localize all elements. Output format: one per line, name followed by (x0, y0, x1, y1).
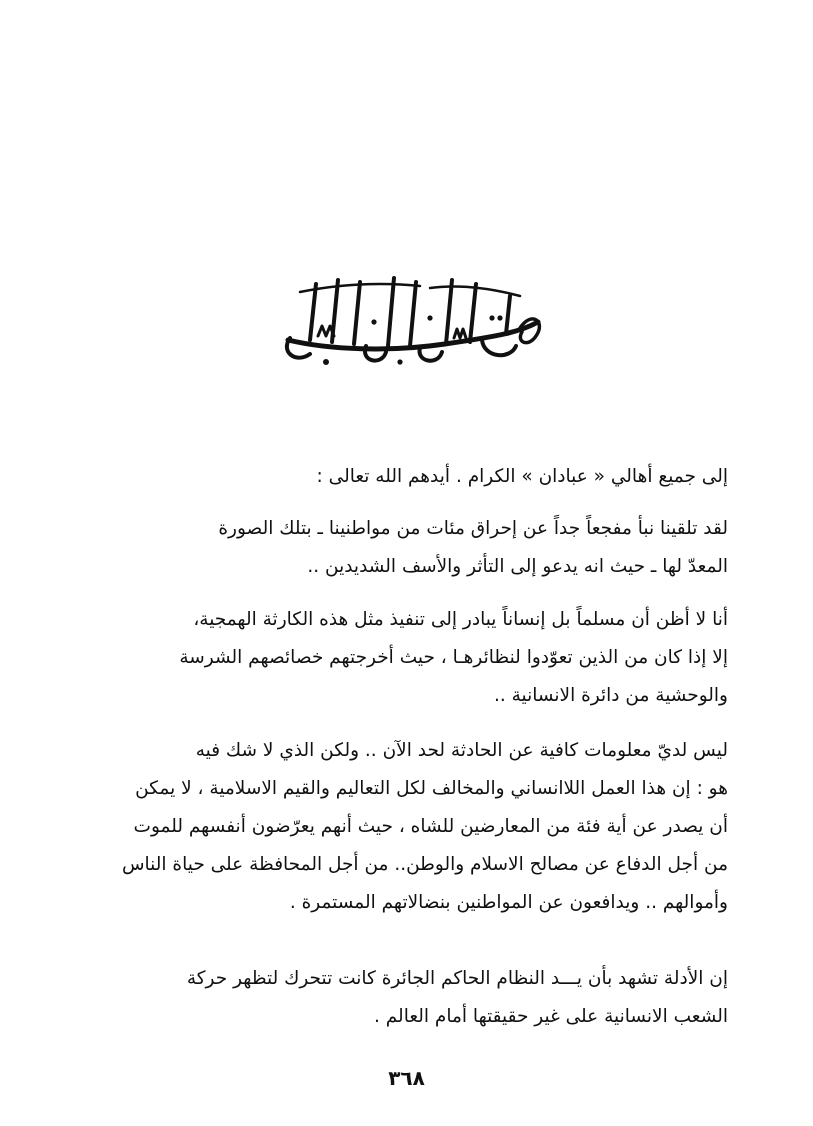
basmala-calligraphy-icon (270, 262, 550, 372)
paragraph-line: وأموالهم .. ويدافعون عن المواطنين بنضالاتهم المستمرة . (289, 892, 728, 913)
paragraph-line: إن الأدلة تشهد بأن يـــد النظام الحاكم الجائرة كانت تتحرك لتظهر حركة (186, 968, 728, 989)
paragraph-line: لقد تلقينا نبأ مفجعاً جداً عن إحراق مئات من مواطنينا ـ بتلك الصورة (218, 518, 728, 539)
page-number: ٣٦٨ (388, 1066, 425, 1090)
paragraph-line: هو : إن هذا العمل اللاانساني والمخالف لكل التعاليم والقيم الاسلامية ، لا يمكن (135, 778, 728, 799)
paragraph-3 (60, 732, 728, 922)
greeting-line (60, 458, 728, 496)
paragraph-line: المعدّ لها ـ حيث انه يدعو إلى التأثر والأسف الشديدين .. (307, 556, 728, 577)
paragraph-1 (60, 510, 728, 586)
paragraph-line: أن يصدر عن أية فئة من المعارضين للشاه ، حيث أنهم يعرّضون أنفسهم للموت (133, 816, 728, 837)
paragraph-line: من أجل الدفاع عن مصالح الاسلام والوطن.. من أجل المحافظة على حياة الناس (121, 854, 728, 875)
greeting-text: إلى جميع أهالي « عبادان » الكرام . أيدهم الله تعالى : (316, 466, 728, 487)
paragraph-line: ليس لديّ معلومات كافية عن الحادثة لحد الآن .. ولكن الذي لا شك فيه (195, 740, 728, 761)
paragraph-4 (60, 960, 728, 1036)
paragraph-line: إلا إذا كان من الذين تعوّدوا لنظائرهـا ، حيث أخرجتهم خصائصهم الشرسة (179, 647, 728, 668)
paragraph-line: أنا لا أظن أن مسلماً بل إنساناً يبادر إلى تنفيذ مثل هذه الكارثة الهمجية، (193, 609, 728, 630)
paragraph-line: الشعب الانسانية على غير حقيقتها أمام العالم . (373, 1006, 728, 1027)
basmala-calligraphy (270, 262, 550, 372)
paragraph-2 (60, 601, 728, 715)
paragraph-line: والوحشية من دائرة الانسانية .. (493, 685, 728, 706)
